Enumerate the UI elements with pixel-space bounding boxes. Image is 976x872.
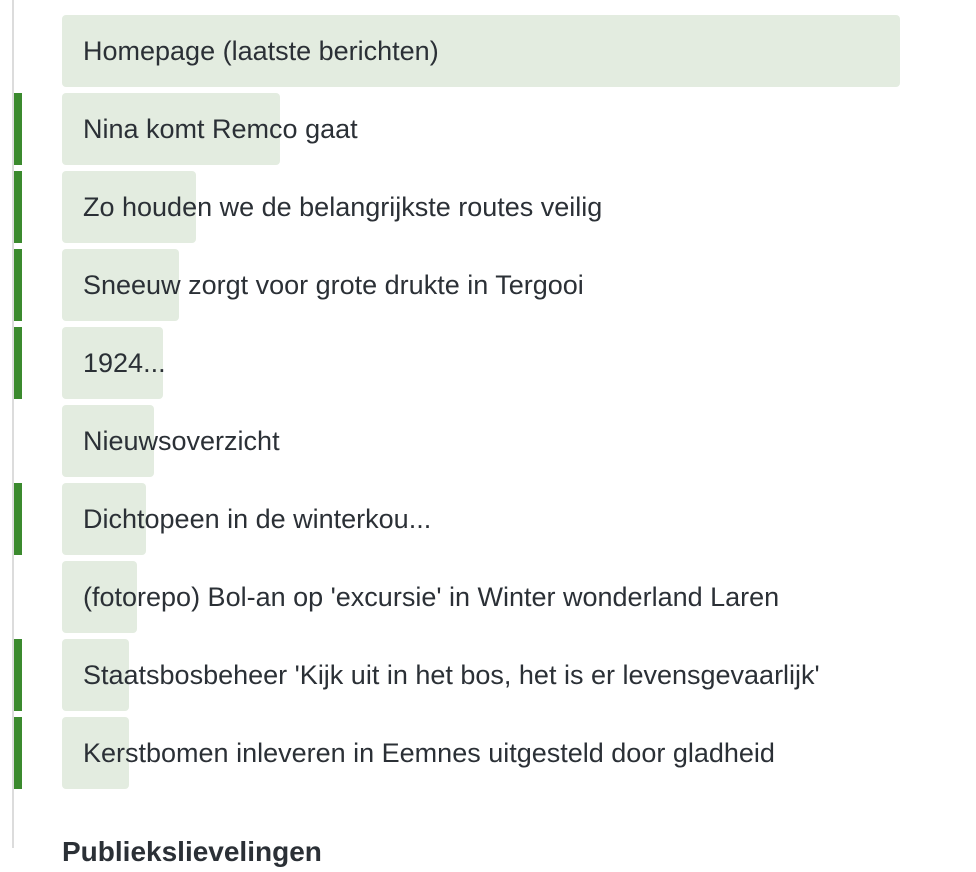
nav-item-label: Homepage (laatste berichten) [83,36,439,66]
nav-item-sneeuw-tergooi[interactable] [0,249,976,321]
active-marker [14,717,22,789]
nav-item-label: Nieuwsoverzicht [83,426,280,456]
nav-item-1924[interactable] [0,327,976,399]
active-marker [14,171,22,243]
nav-item-routes-veilig[interactable] [0,171,976,243]
nav-item-label: (fotorepo) Bol-an op 'excursie' in Winter wonderland Laren [83,582,780,612]
nav-item-label: Zo houden we de belangrijkste routes veilig [83,192,603,222]
nav-item-label: Nina komt Remco gaat [83,114,358,144]
nav-item-fotorepo-bol-an[interactable] [0,561,976,633]
article-nav-list [0,15,976,795]
nav-item-homepage[interactable] [0,15,976,87]
nav-item-dichtopeen[interactable] [0,483,976,555]
nav-item-label: Sneeuw zorgt voor grote drukte in Tergooi [83,270,584,300]
nav-item-label: Dichtopeen in de winterkou... [83,504,432,534]
nav-item-label: 1924... [83,348,166,378]
section-heading: Publiekslievelingen [62,836,322,867]
active-marker [14,483,22,555]
nav-item-nina-komt-remco-gaat[interactable] [0,93,976,165]
nav-item-label: Staatsbosbeheer 'Kijk uit in het bos, het is er levensgevaarlijk' [83,660,820,690]
active-marker [14,249,22,321]
active-marker [14,327,22,399]
nav-item-kerstbomen-eemnes[interactable] [0,717,976,789]
nav-item-label: Kerstbomen inleveren in Eemnes uitgesteld door gladheid [83,738,775,768]
nav-item-staatsbosbeheer[interactable] [0,639,976,711]
active-marker [14,639,22,711]
nav-item-nieuwsoverzicht[interactable] [0,405,976,477]
active-marker [14,93,22,165]
